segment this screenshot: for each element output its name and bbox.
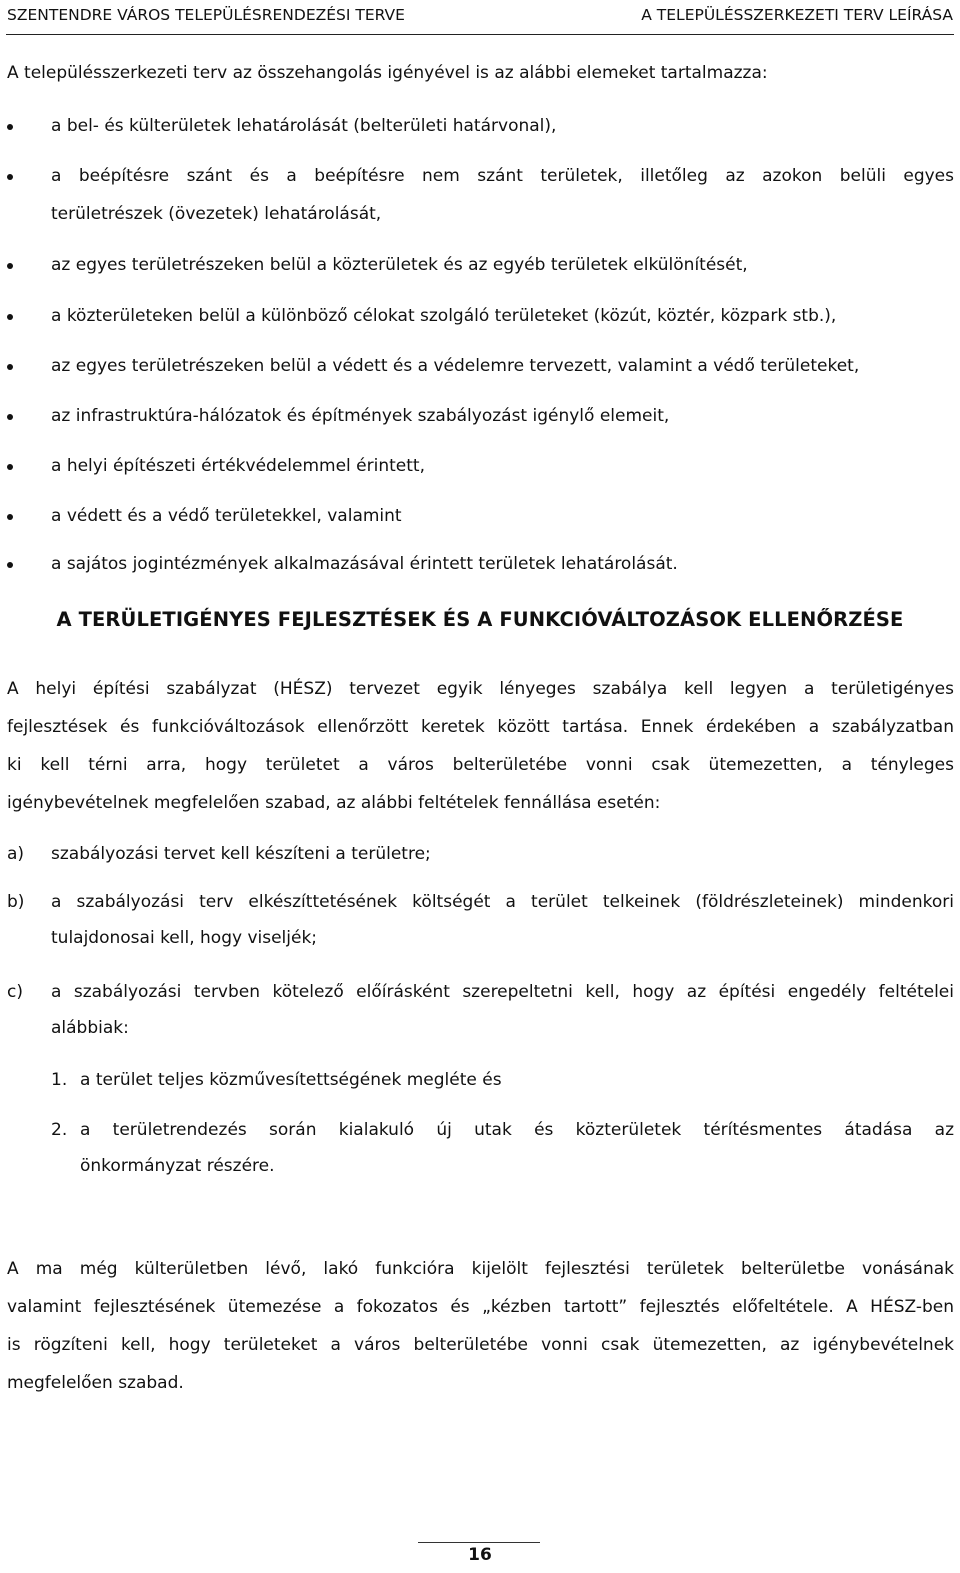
bullet-dot-icon bbox=[7, 562, 13, 568]
bullet-line: a beépítésre szánt és a beépítésre nem szánt területek, illetőleg az azokon belüli egyes bbox=[51, 166, 954, 186]
page-header bbox=[7, 4, 953, 26]
list-line: szabályozási tervet kell készíteni a területre; bbox=[51, 844, 431, 864]
bullet-line: a közterületeken belül a különböző célokat szolgáló területeket (közút, köztér, közpark stb.), bbox=[51, 306, 837, 326]
page-number: 16 bbox=[468, 1545, 492, 1565]
header-divider bbox=[6, 34, 954, 35]
paragraph-line: is rögzíteni kell, hogy területeket a város belterületébe vonni csak ütemezetten, az igénybevételnek bbox=[7, 1335, 954, 1355]
bullet-line: az infrastruktúra-hálózatok és építmények szabályozást igénylő elemeit, bbox=[51, 406, 670, 426]
bullet-dot-icon bbox=[7, 364, 13, 370]
bullet-dot-icon bbox=[7, 414, 13, 420]
sublist-label: 1. bbox=[51, 1070, 68, 1090]
header-right-title: A TELEPÜLÉSSZERKEZETI TERV LEÍRÁSA bbox=[641, 6, 953, 24]
section-heading: A TERÜLETIGÉNYES FEJLESZTÉSEK ÉS A FUNKCIÓVÁLTOZÁSOK ELLENŐRZÉSE bbox=[56, 608, 904, 631]
bullet-line: a védett és a védő területekkel, valamint bbox=[51, 506, 402, 526]
sublist-line: a területrendezés során kialakuló új utak és közterületek térítésmentes átadása az bbox=[80, 1120, 954, 1140]
intro-text: A településszerkezeti terv az összehangolás igényével is az alábbi elemeket tartalmazza: bbox=[7, 63, 768, 83]
list-label: b) bbox=[7, 892, 25, 912]
list-line: a szabályozási tervben kötelező előírásként szerepeltetni kell, hogy az építési engedély feltételei bbox=[51, 982, 954, 1002]
paragraph-line: A ma még külterületben lévő, lakó funkcióra kijelölt fejlesztési területek belterületbe vonásának bbox=[7, 1259, 954, 1279]
sublist-line: önkormányzat részére. bbox=[80, 1156, 275, 1176]
list-line: tulajdonosai kell, hogy viseljék; bbox=[51, 928, 318, 948]
list-line: a szabályozási terv elkészíttetésének költségét a terület telkeinek (földrészleteinek) mindenkori bbox=[51, 892, 954, 912]
sublist-line: a terület teljes közművesítettségének megléte és bbox=[80, 1070, 502, 1090]
paragraph-line: A helyi építési szabályzat (HÉSZ) tervezet egyik lényeges szabálya kell legyen a területigényes bbox=[7, 679, 954, 699]
paragraph-1 bbox=[7, 670, 954, 822]
bullet-dot-icon bbox=[7, 314, 13, 320]
footer-divider bbox=[418, 1542, 540, 1543]
paragraph-line: ki kell térni arra, hogy területet a város belterületébe vonni csak ütemezetten, a tényleges bbox=[7, 755, 954, 775]
paragraph-line: valamint fejlesztésének ütemezése a fokozatos és „kézben tartott” fejlesztés előfeltétele. A HÉSZ-ben bbox=[7, 1297, 954, 1317]
bullet-dot-icon bbox=[7, 124, 13, 130]
paragraph-line: fejlesztések és funkcióváltozások ellenőrzött keretek között tartása. Ennek érdekében a szabályzatban bbox=[7, 717, 954, 737]
bullet-dot-icon bbox=[7, 174, 13, 180]
list-label: c) bbox=[7, 982, 23, 1002]
list-line: alábbiak: bbox=[51, 1018, 129, 1038]
header-left-title: SZENTENDRE VÁROS TELEPÜLÉSRENDEZÉSI TERVE bbox=[7, 6, 405, 24]
bullet-dot-icon bbox=[7, 263, 13, 269]
bullet-dot-icon bbox=[7, 514, 13, 520]
bullet-line: a sajátos jogintézmények alkalmazásával érintett területek lehatárolását. bbox=[51, 554, 678, 574]
bullet-line: az egyes területrészeken belül a közterületek és az egyéb területek elkülönítését, bbox=[51, 255, 748, 275]
bullet-line: területrészek (övezetek) lehatárolását, bbox=[51, 204, 382, 224]
bullet-line: a helyi építészeti értékvédelemmel érintett, bbox=[51, 456, 425, 476]
bullet-line: az egyes területrészeken belül a védett és a védelemre tervezett, valamint a védő területeket, bbox=[51, 356, 860, 376]
paragraph-line: megfelelően szabad. bbox=[7, 1373, 184, 1393]
sublist-label: 2. bbox=[51, 1120, 68, 1140]
paragraph-line: igénybevételnek megfelelően szabad, az alábbi feltételek fennállása esetén: bbox=[7, 793, 661, 813]
paragraph-2 bbox=[7, 1250, 954, 1402]
bullet-line: a bel- és külterületek lehatárolását (belterületi határvonal), bbox=[51, 116, 557, 136]
bullet-dot-icon bbox=[7, 464, 13, 470]
list-label: a) bbox=[7, 844, 25, 864]
